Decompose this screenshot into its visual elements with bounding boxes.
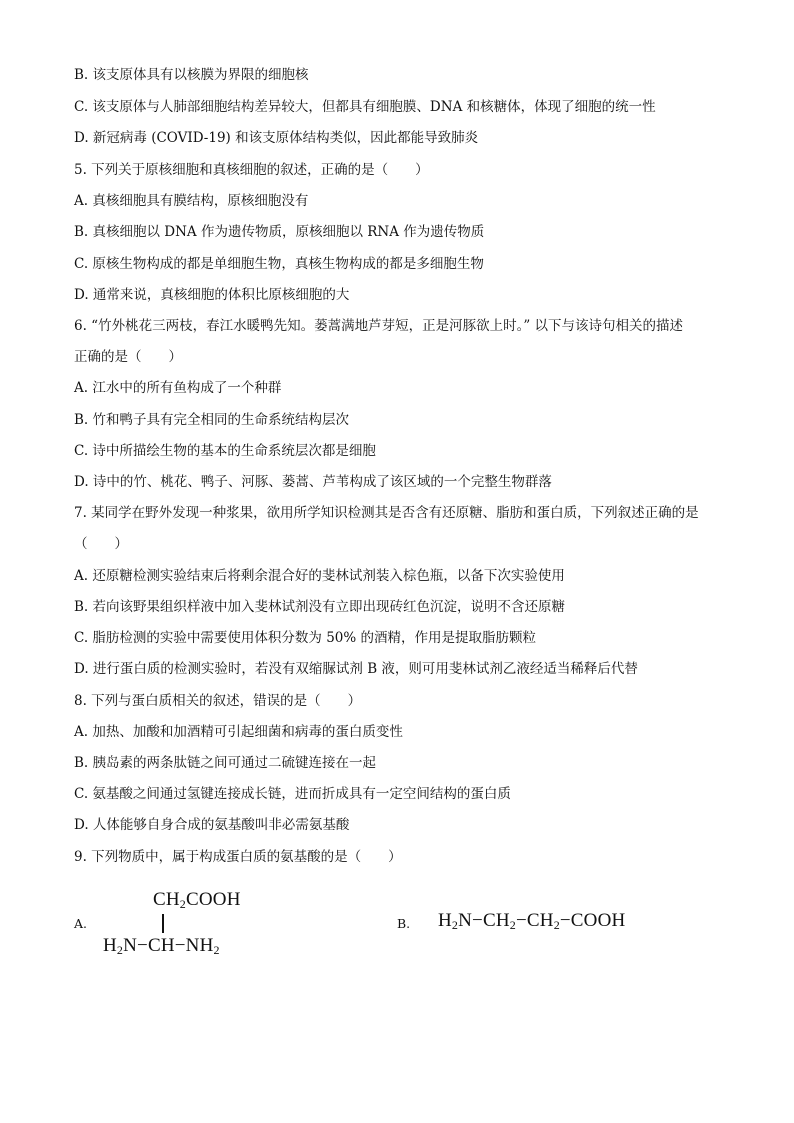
option-line: C. 诗中所描绘生物的基本的生命系统层次都是细胞 bbox=[74, 443, 376, 459]
text-line: D. 新冠病毒 (COVID-19) 和该支原体结构类似，因此都能导致肺炎 bbox=[74, 130, 479, 146]
option-line: A. 加热、加酸和加酒精可引起细菌和病毒的蛋白质变性 bbox=[74, 724, 403, 740]
option-line: D. 诗中的竹、桃花、鸭子、河豚、蒌蒿、芦苇构成了该区域的一个完整生物群落 bbox=[74, 474, 552, 490]
question-5: 5. 下列关于原核细胞和真核细胞的叙述，正确的是（ ） bbox=[74, 162, 429, 178]
formula-top-group: $CH_2COOH$ bbox=[153, 889, 241, 911]
question-8: 8. 下列与蛋白质相关的叙述，错误的是（ ） bbox=[74, 693, 362, 709]
option-line: B. 真核细胞以 DNA 作为遗传物质，原核细胞以 RNA 作为遗传物质 bbox=[74, 224, 485, 240]
option-line: B. 胰岛素的两条肽链之间可通过二硫键连接在一起 bbox=[74, 755, 377, 771]
option-line: B. 竹和鸭子具有完全相同的生命系统结构层次 bbox=[74, 412, 350, 428]
option-line: C. 氨基酸之间通过氢键连接成长链，进而折成具有一定空间结构的蛋白质 bbox=[74, 786, 511, 802]
question-6-cont: 正确的是（ ） bbox=[74, 349, 182, 365]
formula-bottom-chain: $H_2N-CH-NH_2$ bbox=[103, 935, 220, 957]
option-line: A. 还原糖检测实验结束后将剩余混合好的斐林试剂装入棕色瓶，以备下次实验使用 bbox=[74, 568, 565, 584]
vertical-bond bbox=[162, 914, 164, 933]
question-9: 9. 下列物质中，属于构成蛋白质的氨基酸的是（ ） bbox=[74, 849, 402, 865]
option-line: C. 脂肪检测的实验中需要使用体积分数为 50% 的酒精，作用是提取脂肪颗粒 bbox=[74, 630, 537, 646]
formula-chain: $H_2N-CH_2-CH_2-COOH$ bbox=[438, 910, 626, 932]
option-line: D. 通常来说，真核细胞的体积比原核细胞的大 bbox=[74, 287, 350, 303]
option-line: D. 人体能够自身合成的氨基酸叫非必需氨基酸 bbox=[74, 817, 350, 833]
option-line: B. 若向该野果组织样液中加入斐林试剂没有立即出现砖红色沉淀，说明不含还原糖 bbox=[74, 599, 566, 615]
option-line: A. 江水中的所有鱼构成了一个种群 bbox=[74, 380, 282, 396]
question-7: 7. 某同学在野外发现一种浆果，欲用所学知识检测其是否含有还原糖、脂肪和蛋白质，下列叙述正确的是 bbox=[74, 505, 699, 521]
question-6: 6. “竹外桃花三两枝，春江水暖鸭先知。蒌蒿满地芦芽短，正是河豚欲上时。” 以下与该诗句相关的描述 bbox=[74, 318, 684, 334]
option-line: A. 真核细胞具有膜结构，原核细胞没有 bbox=[74, 193, 309, 209]
option-b-label: B. bbox=[397, 916, 411, 931]
option-line: D. 进行蛋白质的检测实验时，若没有双缩脲试剂 B 液，则可用斐林试剂乙液经适当稀释后代替 bbox=[74, 661, 638, 677]
question-7-cont: （ ） bbox=[74, 536, 128, 552]
text-line: B. 该支原体具有以核膜为界限的细胞核 bbox=[74, 67, 309, 83]
text-line: C. 该支原体与人肺部细胞结构差异较大，但都具有细胞膜、DNA 和核糖体，体现了细胞的统一性 bbox=[74, 99, 656, 115]
option-a-label: A. bbox=[74, 916, 88, 931]
option-line: C. 原核生物构成的都是单细胞生物，真核生物构成的都是多细胞生物 bbox=[74, 256, 484, 272]
